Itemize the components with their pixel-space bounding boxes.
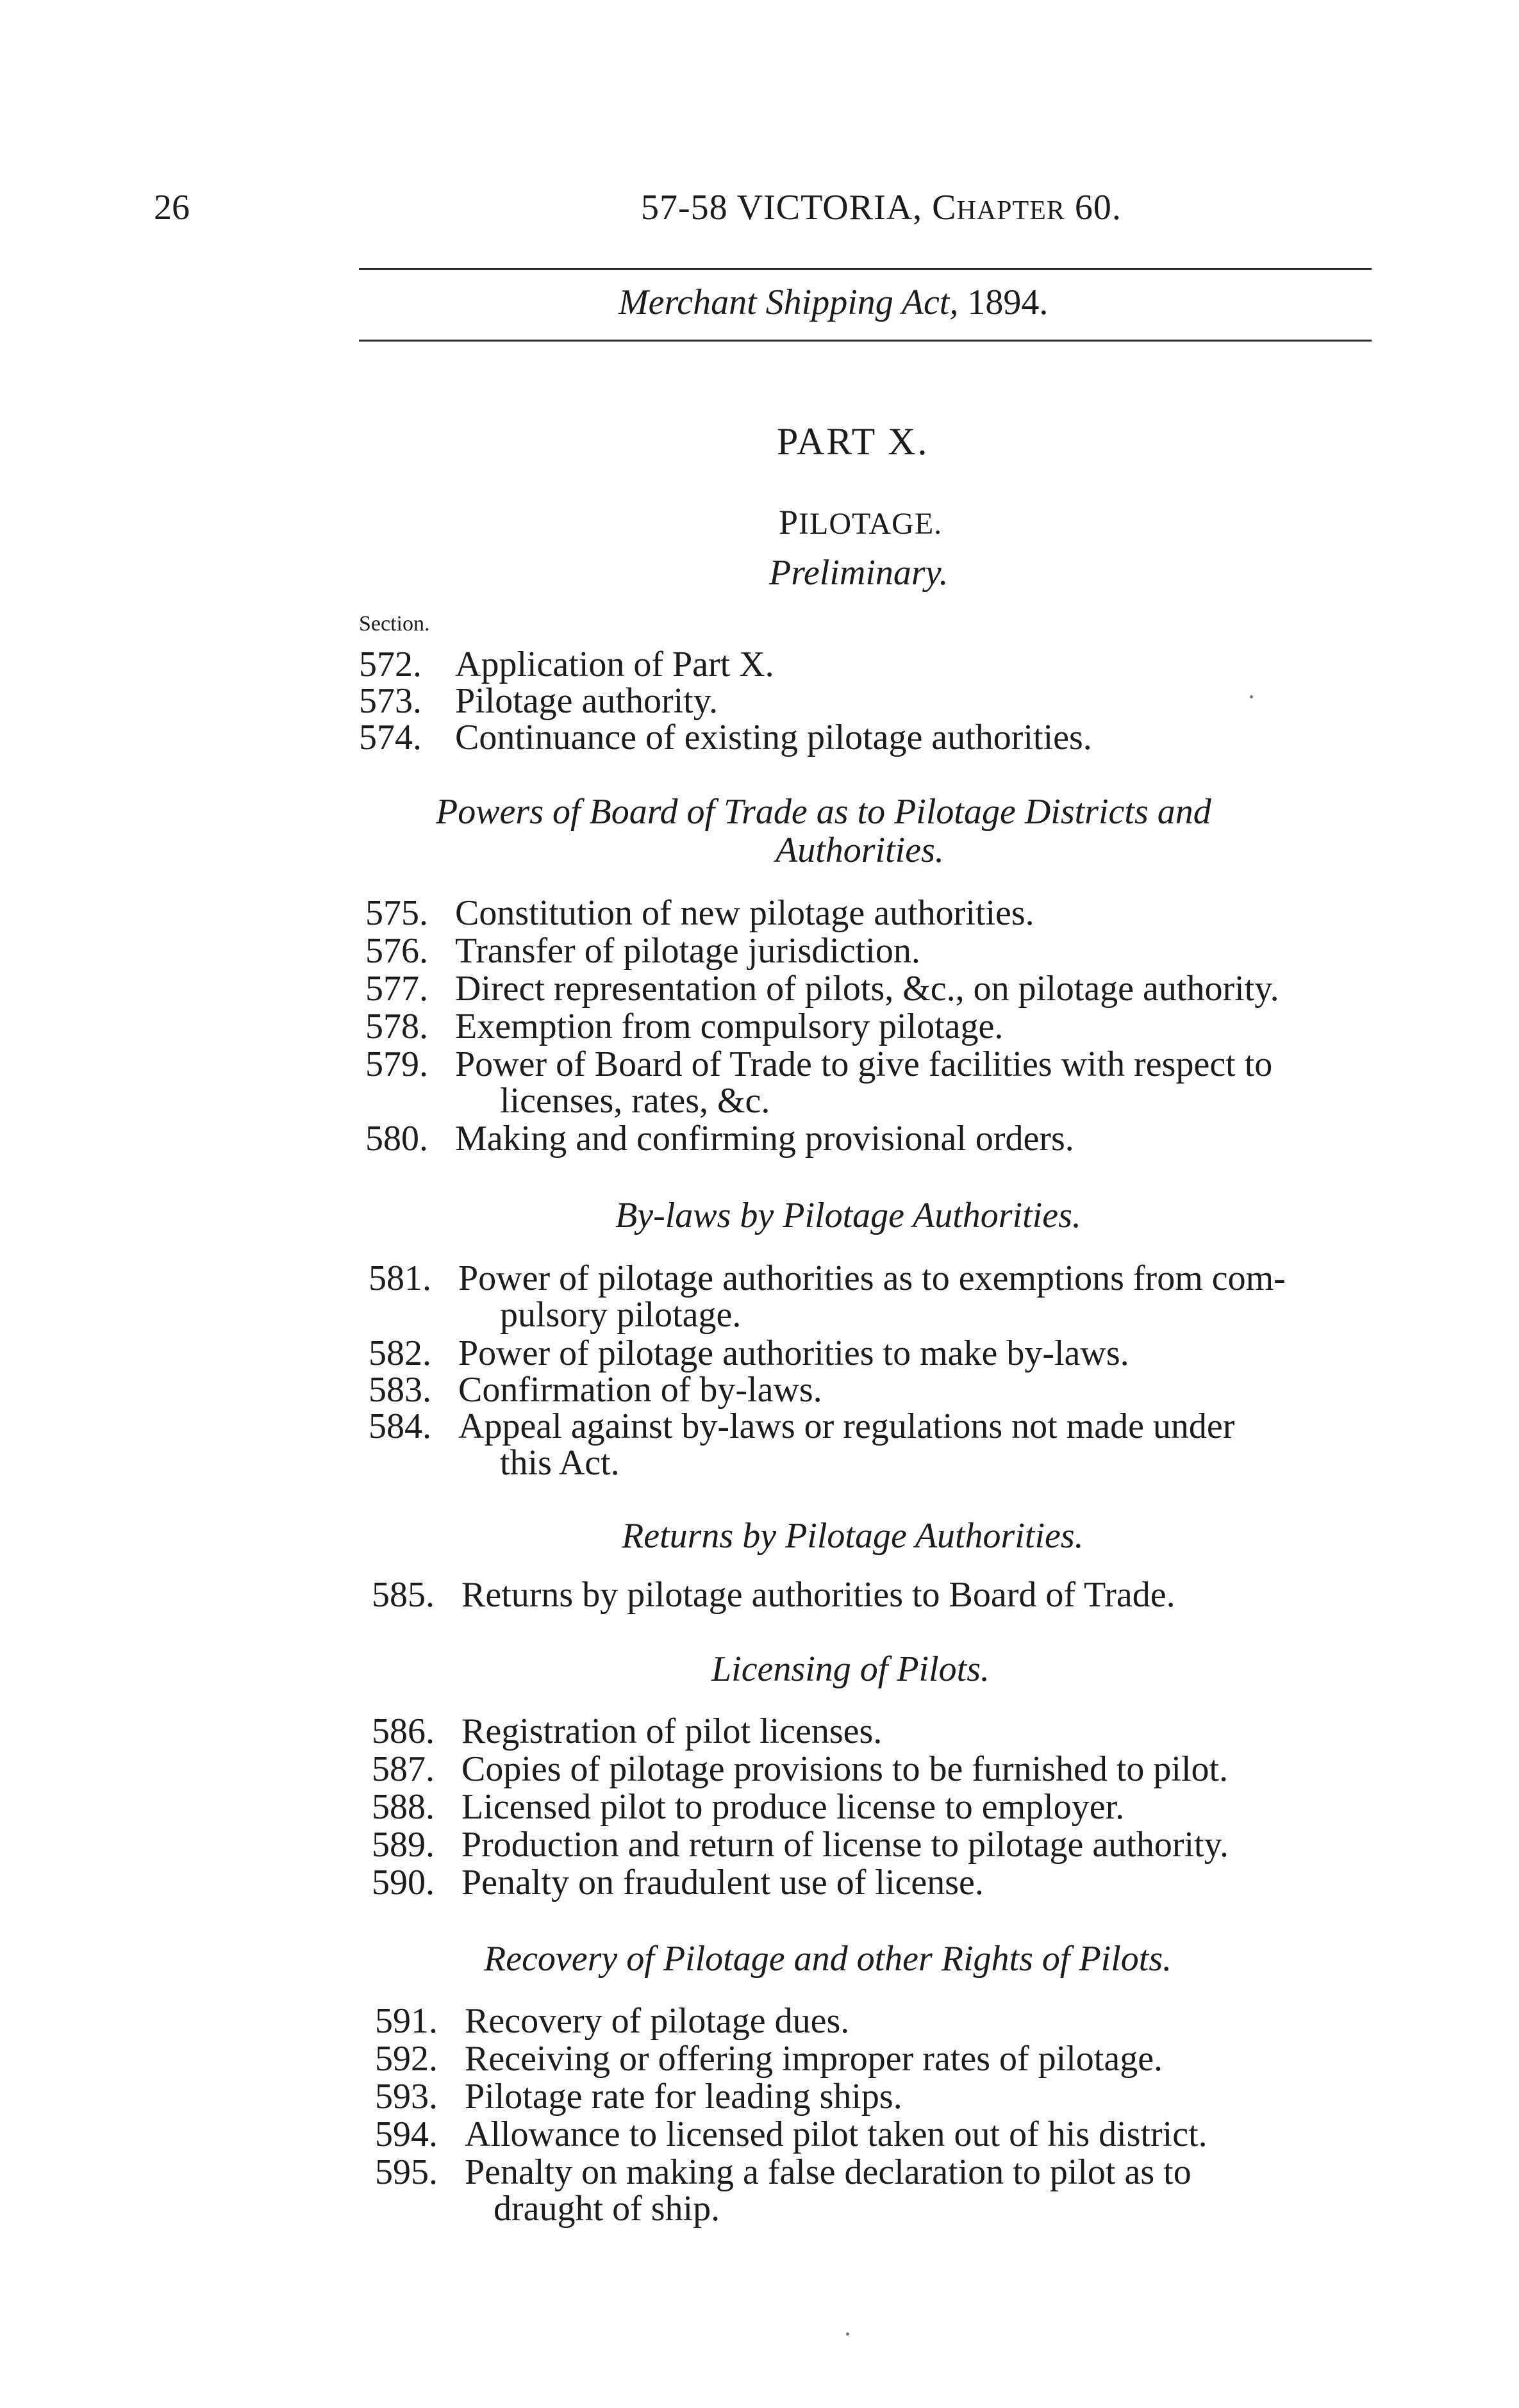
- section-number: 586.: [372, 1711, 435, 1751]
- running-head-chapter-number: 60.: [1065, 188, 1122, 227]
- section-number: 576.: [365, 931, 428, 971]
- section-title: Licensed pilot to produce license to employer.: [461, 1787, 1125, 1827]
- bottom-rule: [359, 340, 1372, 342]
- section-title: Penalty on fraudulent use of license.: [461, 1863, 984, 1902]
- section-title: Continuance of existing pilotage authorities.: [455, 718, 1092, 757]
- print-speck: [1250, 695, 1253, 698]
- section-title: Copies of pilotage provisions to be furnished to pilot.: [461, 1749, 1229, 1789]
- section-number: 577.: [365, 969, 428, 1009]
- section-number: 587.: [372, 1749, 435, 1789]
- section-title-continuation: pulsory pilotage.: [500, 1295, 742, 1335]
- section-title-continuation: licenses, rates, &c.: [500, 1081, 770, 1121]
- section-caption: Section.: [359, 612, 430, 636]
- print-speck: [846, 2332, 849, 2336]
- act-name: Merchant Shipping Act,: [618, 283, 959, 322]
- section-number: 590.: [372, 1863, 435, 1902]
- section-title: Exemption from compulsory pilotage.: [455, 1007, 1004, 1046]
- act-year: 1894.: [958, 283, 1049, 322]
- section-number: 593.: [375, 2077, 438, 2116]
- group-heading-bylaws: By-laws by Pilotage Authorities.: [615, 1196, 1081, 1235]
- section-number: 595.: [375, 2152, 438, 2192]
- section-title-continuation: this Act.: [500, 1443, 620, 1483]
- section-title: Recovery of pilotage dues.: [465, 2001, 850, 2041]
- section-number: 581.: [369, 1258, 431, 1298]
- part-heading: PART X.: [777, 420, 929, 463]
- section-number: 582.: [369, 1333, 431, 1373]
- section-number: 575.: [365, 893, 428, 933]
- running-head-chapter-rest: HAPTER: [956, 196, 1065, 226]
- section-title: Allowance to licensed pilot taken out of his district.: [465, 2115, 1208, 2154]
- section-number: 580.: [365, 1119, 428, 1159]
- section-title: Power of pilotage authorities as to exemptions from com-: [458, 1258, 1286, 1298]
- section-title: Appeal against by-laws or regulations not made under: [458, 1406, 1235, 1446]
- top-rule: [359, 268, 1372, 270]
- section-title: Pilotage rate for leading ships.: [465, 2077, 902, 2116]
- section-number: 585.: [372, 1575, 435, 1615]
- running-head-chapter-initial: C: [932, 188, 957, 227]
- running-head: [641, 187, 1122, 228]
- section-number: 579.: [365, 1044, 428, 1084]
- section-title: Constitution of new pilotage authorities.: [455, 893, 1034, 933]
- act-subtitle: [618, 282, 1048, 323]
- part-subheading: [779, 502, 942, 542]
- section-number: 589.: [372, 1825, 435, 1865]
- section-number: 572.: [359, 645, 422, 684]
- section-number: 573.: [359, 681, 422, 721]
- section-number: 578.: [365, 1007, 428, 1046]
- section-title: Direct representation of pilots, &c., on pilotage authority.: [455, 969, 1279, 1009]
- section-title: Power of Board of Trade to give facilities with respect to: [455, 1044, 1273, 1084]
- section-number: 591.: [375, 2001, 438, 2041]
- section-title-continuation: draught of ship.: [494, 2189, 720, 2229]
- section-number: 584.: [369, 1406, 431, 1446]
- running-head-main: 57-58 VICTORIA,: [641, 188, 933, 227]
- group-heading-powers-line1: Powers of Board of Trade as to Pilotage Districts and: [436, 792, 1211, 832]
- group-heading-preliminary: Preliminary.: [769, 553, 949, 593]
- section-title: Penalty on making a false declaration to pilot as to: [465, 2152, 1191, 2192]
- section-title: Registration of pilot licenses.: [461, 1711, 883, 1751]
- section-title: Confirmation of by-laws.: [458, 1370, 822, 1410]
- section-title: Power of pilotage authorities to make by-laws.: [458, 1333, 1129, 1373]
- section-number: 592.: [375, 2039, 438, 2079]
- page-number: 26: [154, 188, 190, 227]
- group-heading-powers-line2: Authorities.: [776, 830, 944, 870]
- section-number: 574.: [359, 718, 422, 757]
- part-subheading-initial: P: [779, 503, 799, 541]
- section-title: Returns by pilotage authorities to Board of Trade.: [461, 1575, 1175, 1615]
- section-title: Pilotage authority.: [455, 681, 718, 721]
- part-subheading-rest: ILOTAGE.: [799, 507, 943, 541]
- group-heading-returns: Returns by Pilotage Authorities.: [622, 1516, 1084, 1556]
- section-title: Receiving or offering improper rates of pilotage.: [465, 2039, 1163, 2079]
- section-title: Transfer of pilotage jurisdiction.: [455, 931, 920, 971]
- section-number: 594.: [375, 2115, 438, 2154]
- section-title: Application of Part X.: [455, 645, 774, 684]
- group-heading-recovery: Recovery of Pilotage and other Rights of Pilots.: [484, 1939, 1172, 1979]
- section-number: 588.: [372, 1787, 435, 1827]
- group-heading-licensing: Licensing of Pilots.: [711, 1649, 990, 1689]
- section-number: 583.: [369, 1370, 431, 1410]
- section-title: Making and confirming provisional orders.: [455, 1119, 1074, 1159]
- section-title: Production and return of license to pilotage authority.: [461, 1825, 1229, 1865]
